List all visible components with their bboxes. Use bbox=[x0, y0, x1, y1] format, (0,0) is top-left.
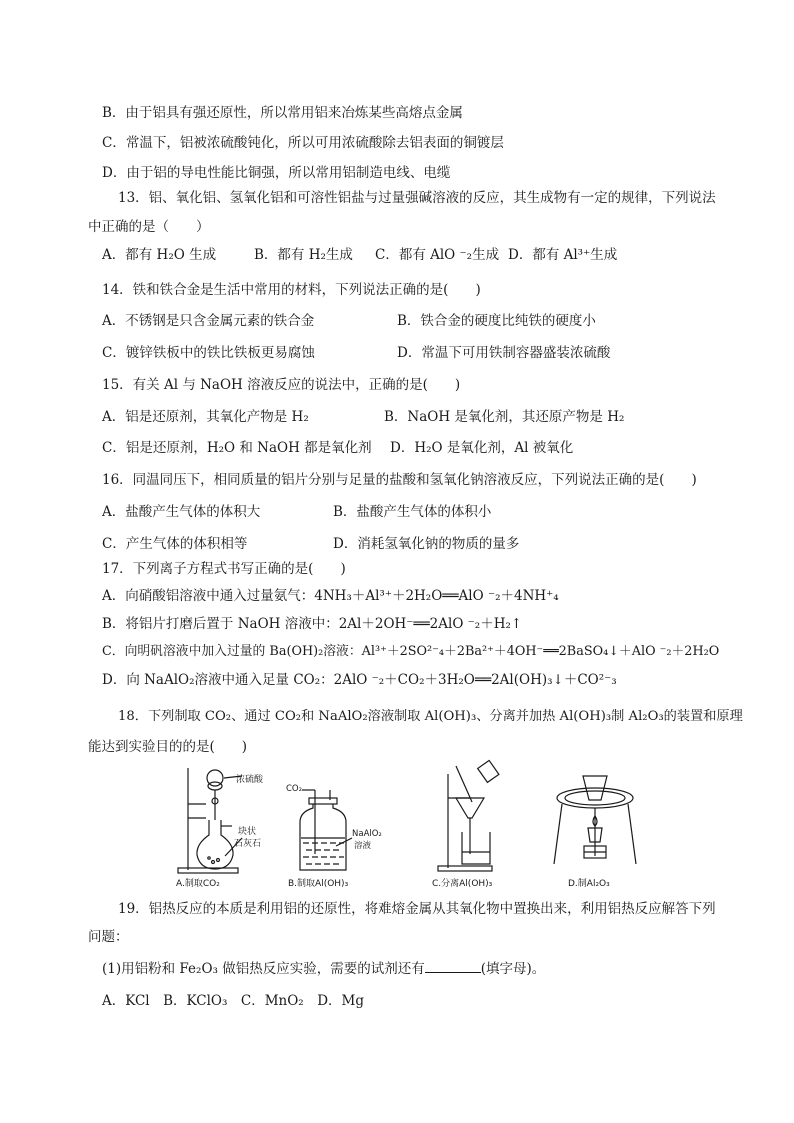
q16-option-d: D．消耗氢氧化钠的物质的量多 bbox=[333, 536, 520, 552]
apparatus-figure bbox=[170, 758, 640, 894]
caption-c: C.分离Al(OH)₃ bbox=[432, 879, 493, 889]
q17-stem: 17．下列离子方程式书写正确的是( ) bbox=[102, 561, 346, 577]
q18-stem-line2: 能达到实验目的的是( ) bbox=[88, 739, 248, 755]
q16-stem: 16．同温同压下，相同质量的铝片分别与足量的盐酸和氢氧化钠溶液反应，下列说法正确的是( ) bbox=[102, 472, 697, 488]
q13-option-a: A．都有 H₂O 生成 bbox=[102, 247, 217, 263]
q19-stem-line1: 19．铝热反应的本质是利用铝的还原性，将难熔金属从其氧化物中置换出来，利用铝热反应解答下列 bbox=[118, 901, 716, 917]
q13-option-d: D．都有 Al³⁺生成 bbox=[508, 247, 618, 263]
apparatus-a-solid-label-2: 石灰石 bbox=[234, 839, 262, 849]
apparatus-d bbox=[554, 776, 636, 864]
q19-answer-blank bbox=[425, 960, 481, 973]
q14-option-c: C．镀锌铁板中的铁比铁板更易腐蚀 bbox=[102, 345, 315, 361]
q15-option-b: B．NaOH 是氧化剂，其还原产物是 H₂ bbox=[384, 409, 625, 425]
q13-option-b: B．都有 H₂生成 bbox=[254, 247, 353, 263]
q17-option-b: B．将铝片打磨后置于 NaOH 溶液中：2Al＋2OH⁻══2AlO ⁻₂＋H₂↑ bbox=[102, 616, 523, 632]
q12-option-c: C．常温下，铝被浓硫酸钝化，所以可用浓硫酸除去铝表面的铜镀层 bbox=[102, 135, 504, 151]
q12-option-d: D．由于铝的导电性能比铜强，所以常用铝制造电线、电缆 bbox=[102, 165, 451, 181]
apparatus-a-acid-label: 浓硫酸 bbox=[236, 775, 264, 785]
q19-stem-line2: 问题： bbox=[88, 929, 129, 945]
q13-stem-line2: 中正确的是（ ） bbox=[88, 219, 210, 235]
q17-option-c: C．向明矾溶液中加入过量的 Ba(OH)₂溶液：Al³⁺＋2SO²⁻₄＋2Ba²⁺＋4OH⁻══2BaSO₄↓＋AlO ⁻₂＋2H₂O bbox=[102, 644, 720, 659]
q16-option-b: B．盐酸产生气体的体积小 bbox=[333, 504, 492, 520]
apparatus-b bbox=[300, 790, 352, 870]
q18-stem-line1: 18．下列制取 CO₂、通过 CO₂和 NaAlO₂溶液制取 Al(OH)₃、分离并加热 Al(OH)₃制 Al₂O₃的装置和原理 bbox=[118, 709, 743, 724]
q13-option-c: C．都有 AlO ⁻₂生成 bbox=[375, 247, 500, 263]
apparatus-a bbox=[178, 768, 242, 873]
apparatus-b-gas-label: CO₂ bbox=[286, 784, 303, 794]
q19-sub1-post: (填字母)。 bbox=[480, 961, 546, 977]
caption-b: B.制取Al(OH)₃ bbox=[288, 879, 349, 889]
caption-a: A.制取CO₂ bbox=[176, 879, 220, 889]
apparatus-c bbox=[438, 760, 499, 871]
q16-option-c: C．产生气体的体积相等 bbox=[102, 536, 248, 552]
q14-option-d: D．常温下可用铁制容器盛装浓硫酸 bbox=[397, 345, 611, 361]
q17-option-d: D．向 NaAlO₂溶液中通入足量 CO₂：2AlO ⁻₂＋CO₂＋3H₂O══2Al(OH)₃↓＋CO²⁻₃ bbox=[102, 672, 617, 688]
q17-option-a: A．向硝酸铝溶液中通入过量氨气：4NH₃＋Al³⁺＋2H₂O══AlO ⁻₂＋4NH⁺₄ bbox=[102, 588, 559, 604]
q19-sub1-pre: (1)用铝粉和 Fe₂O₃ 做铝热反应实验，需要的试剂还有 bbox=[102, 961, 425, 977]
q15-option-d: D．H₂O 是氧化剂，Al 被氧化 bbox=[390, 440, 574, 456]
q12-option-b: B．由于铝具有强还原性，所以常用铝来冶炼某些高熔点金属 bbox=[102, 105, 463, 121]
q15-stem: 15．有关 Al 与 NaOH 溶液反应的说法中，正确的是( ) bbox=[102, 377, 461, 393]
q14-option-a: A．不锈钢是只含金属元素的铁合金 bbox=[102, 313, 315, 329]
caption-d: D.制Al₂O₃ bbox=[568, 879, 610, 889]
q13-stem-line1: 13．铝、氧化铝、氢氧化铝和可溶性铝盐与过量强碱溶液的反应，其生成物有一定的规律，下列说法 bbox=[118, 190, 716, 206]
q15-option-a: A．铝是还原剂，其氧化产物是 H₂ bbox=[102, 409, 309, 425]
apparatus-b-solution-label-1: NaAlO₂ bbox=[352, 829, 382, 839]
q19-sub1 bbox=[102, 960, 545, 978]
q19-options: A．KCl B．KClO₃ C．MnO₂ D．Mg bbox=[102, 993, 365, 1009]
q15-option-c: C．铝是还原剂，H₂O 和 NaOH 都是氧化剂 bbox=[102, 440, 372, 456]
q16-option-a: A．盐酸产生气体的体积大 bbox=[102, 504, 261, 520]
q14-option-b: B．铁合金的硬度比纯铁的硬度小 bbox=[397, 313, 596, 329]
apparatus-a-solid-label-1: 块状 bbox=[238, 827, 257, 837]
q14-stem: 14．铁和铁合金是生活中常用的材料，下列说法正确的是( ) bbox=[102, 282, 481, 298]
apparatus-b-solution-label-2: 溶液 bbox=[354, 841, 372, 851]
